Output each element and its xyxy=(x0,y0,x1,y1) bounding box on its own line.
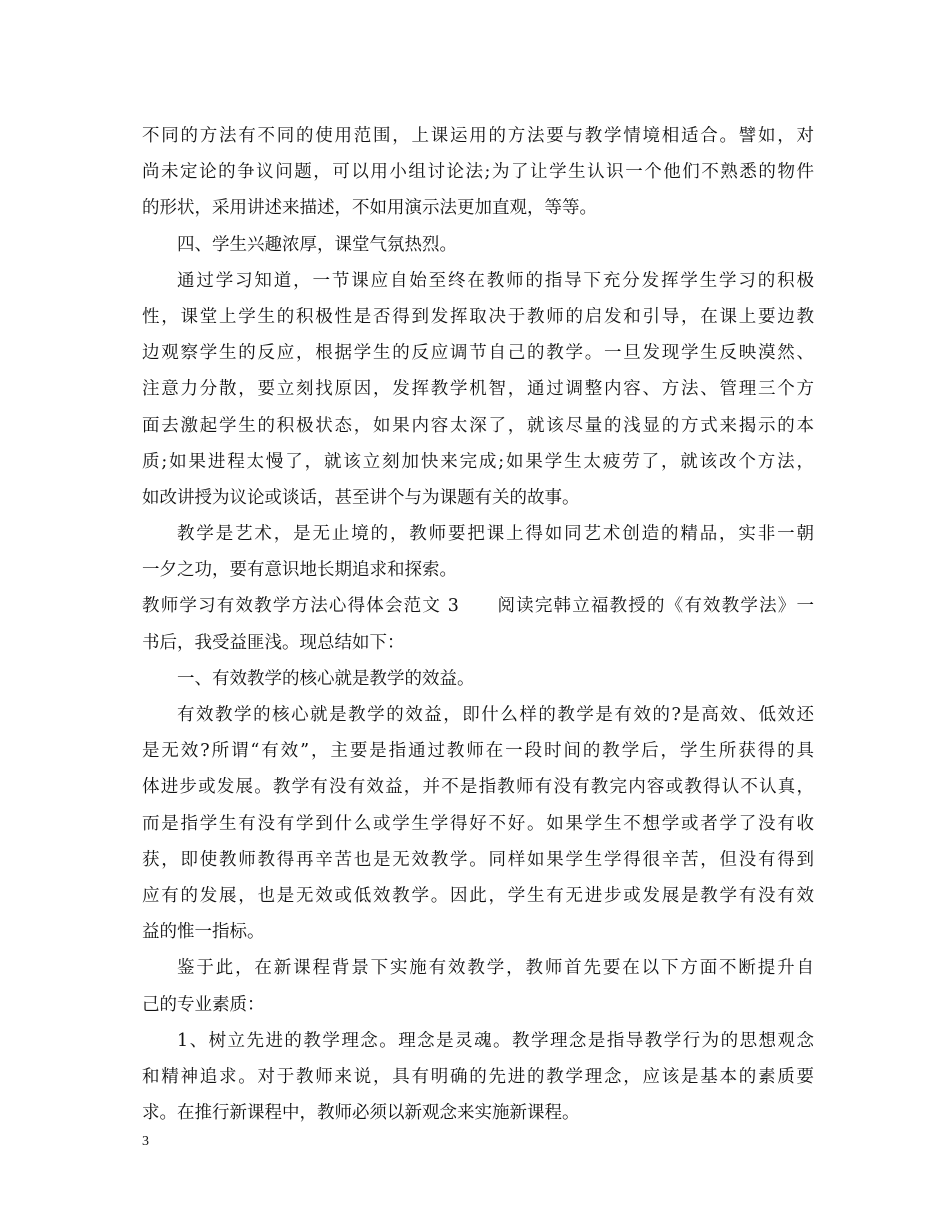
text-line: 面去激起学生的积极状态，如果内容太深了，就该尽量的浅显的方式来揭示的本 xyxy=(142,415,814,436)
text-line: 是无效?所谓“有效”，主要是指通过教师在一段时间的教学后，学生所获得的具 xyxy=(142,741,814,762)
text-line: 质;如果进程太慢了，就该立刻加快来完成;如果学生太疲劳了，就该改个方法， xyxy=(142,451,814,472)
text-line: 书后，我受益匪浅。现总结如下： xyxy=(142,632,405,653)
text-line: 求。在推行新课程中，教师必须以新观念来实施新课程。 xyxy=(142,1103,580,1124)
text-line: 而是指学生有没有学到什么或学生学得好不好。如果学生不想学或者学了没有收 xyxy=(142,813,814,834)
text-line: 注意力分散，要立刻找原因，发挥教学机智，通过调整内容、方法、管理三个方 xyxy=(142,379,814,400)
text-line: 尚未定论的争议问题，可以用小组讨论法;为了让学生认识一个他们不熟悉的物件 xyxy=(142,162,814,183)
text-line: 如改讲授为议论或谈话，甚至讲个与为课题有关的故事。 xyxy=(142,487,580,508)
text-line: 和精神追求。对于教师来说，具有明确的先进的教学理念，应该是基本的素质要 xyxy=(142,1066,814,1087)
section-heading: 四、学生兴趣浓厚，课堂气氛热烈。 xyxy=(177,234,457,255)
text-line: 边观察学生的反应，根据学生的反应调节自己的教学。一旦发现学生反映漠然、 xyxy=(142,343,814,364)
page-number: 3 xyxy=(142,1134,149,1149)
text-line: 性，课堂上学生的积极性是否得到发挥取决于教师的启发和引导，在课上要边教 xyxy=(142,306,814,327)
text-line: 教学是艺术，是无止境的，教师要把课上得如同艺术创造的精品，实非一朝 xyxy=(177,524,814,545)
text-line: 一夕之功，要有意识地长期追求和探索。 xyxy=(142,560,457,581)
text-line: 体进步或发展。教学有没有效益，并不是指教师有没有教完内容或教得认不认真， xyxy=(142,777,814,798)
text-line: 益的惟一指标。 xyxy=(142,922,265,943)
text-line: 1、树立先进的教学理念。理念是灵魂。教学理念是指导教学行为的思想观念 xyxy=(177,1030,814,1051)
text-line: 己的专业素质： xyxy=(142,994,265,1015)
text-line: 应有的发展，也是无效或低效教学。因此，学生有无进步或发展是教学有没有效 xyxy=(142,885,814,906)
text-line: 不同的方法有不同的使用范围，上课运用的方法要与教学情境相适合。譬如，对 xyxy=(142,126,814,146)
text-line: 鉴于此，在新课程背景下实施有效教学，教师首先要在以下方面不断提升自 xyxy=(177,958,814,979)
text-line: 通过学习知道，一节课应自始至终在教师的指导下充分发挥学生学习的积极 xyxy=(177,270,814,291)
text-line: 获，即使教师教得再辛苦也是无效教学。同样如果学生学得很辛苦，但没有得到 xyxy=(142,849,814,870)
text-line: 的形状，采用讲述来描述，不如用演示法更加直观，等等。 xyxy=(142,198,597,219)
text-line: 教师学习有效教学方法心得体会范文 3 阅读完韩立福教授的《有效教学法》一 xyxy=(142,596,814,617)
text-line: 有效教学的核心就是教学的效益，即什么样的教学是有效的?是高效、低效还 xyxy=(177,705,814,725)
body-text xyxy=(142,118,814,1131)
section-heading: 一、有效教学的核心就是教学的效益。 xyxy=(177,668,475,689)
